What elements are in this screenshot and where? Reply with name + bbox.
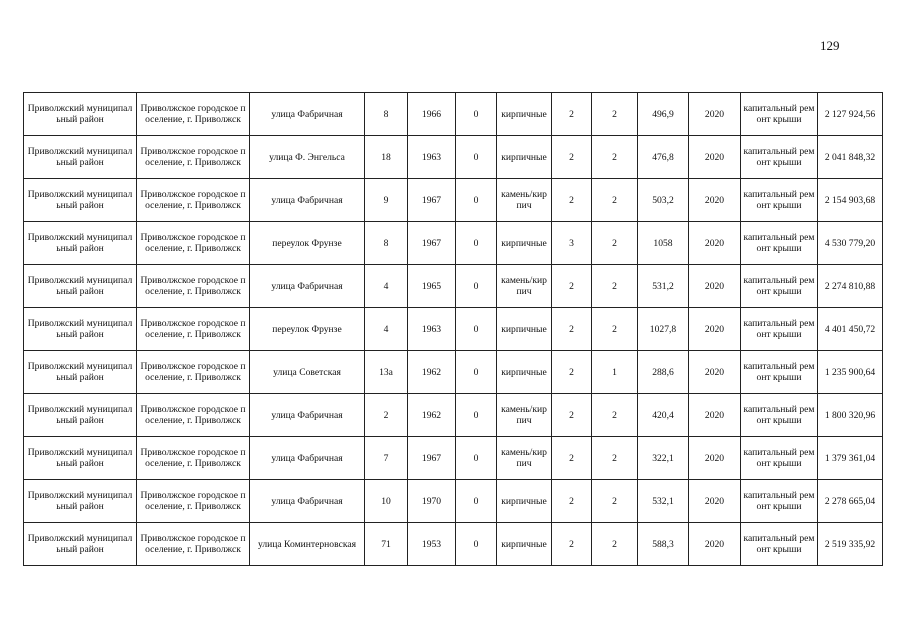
cell-wall-material: кирпичные [497, 136, 552, 179]
cell-plan-year: 2020 [689, 93, 741, 136]
cell-year: 1966 [408, 93, 456, 136]
cell-cost: 2 274 810,88 [818, 265, 883, 308]
cell-area: 588,3 [638, 523, 689, 566]
cell-house: 4 [365, 308, 408, 351]
cell-plan-year: 2020 [689, 351, 741, 394]
cell-column-7: 0 [456, 136, 497, 179]
cell-district: Приволжский муниципальный район [24, 179, 137, 222]
cell-entrances: 2 [592, 222, 638, 265]
cell-year: 1967 [408, 222, 456, 265]
cell-cost: 1 800 320,96 [818, 394, 883, 437]
cell-column-7: 0 [456, 179, 497, 222]
cell-district: Приволжский муниципальный район [24, 265, 137, 308]
cell-area: 531,2 [638, 265, 689, 308]
cell-district: Приволжский муниципальный район [24, 480, 137, 523]
cell-cost: 2 278 665,04 [818, 480, 883, 523]
cell-wall-material: камень/кирпич [497, 179, 552, 222]
cell-street: улица Фабричная [250, 265, 365, 308]
table-row [24, 179, 883, 222]
cell-house: 18 [365, 136, 408, 179]
cell-entrances: 2 [592, 394, 638, 437]
cell-cost: 4 401 450,72 [818, 308, 883, 351]
cell-settlement: Приволжское городское поселение, г. Приволжск [137, 222, 250, 265]
table-row [24, 480, 883, 523]
cell-house: 8 [365, 93, 408, 136]
cell-year: 1967 [408, 179, 456, 222]
cell-settlement: Приволжское городское поселение, г. Приволжск [137, 437, 250, 480]
cell-wall-material: кирпичные [497, 308, 552, 351]
cell-cost: 2 127 924,56 [818, 93, 883, 136]
cell-area: 532,1 [638, 480, 689, 523]
page-number: 129 [820, 38, 840, 53]
cell-area: 503,2 [638, 179, 689, 222]
cell-plan-year: 2020 [689, 136, 741, 179]
cell-wall-material: камень/кирпич [497, 437, 552, 480]
cell-street: улица Фабричная [250, 437, 365, 480]
cell-year: 1965 [408, 265, 456, 308]
table-row [24, 136, 883, 179]
cell-plan-year: 2020 [689, 265, 741, 308]
cell-settlement: Приволжское городское поселение, г. Приволжск [137, 308, 250, 351]
cell-settlement: Приволжское городское поселение, г. Приволжск [137, 351, 250, 394]
cell-district: Приволжский муниципальный район [24, 351, 137, 394]
cell-settlement: Приволжское городское поселение, г. Приволжск [137, 394, 250, 437]
cell-area: 322,1 [638, 437, 689, 480]
table-row [24, 394, 883, 437]
cell-floors: 2 [552, 523, 592, 566]
cell-area: 1058 [638, 222, 689, 265]
cell-floors: 2 [552, 480, 592, 523]
cell-work-type: капитальный ремонт крыши [741, 437, 818, 480]
cell-street: улица Фабричная [250, 480, 365, 523]
cell-floors: 2 [552, 136, 592, 179]
cell-cost: 2 041 848,32 [818, 136, 883, 179]
cell-column-7: 0 [456, 351, 497, 394]
cell-settlement: Приволжское городское поселение, г. Приволжск [137, 523, 250, 566]
cell-column-7: 0 [456, 93, 497, 136]
cell-work-type: капитальный ремонт крыши [741, 523, 818, 566]
cell-column-7: 0 [456, 265, 497, 308]
cell-year: 1953 [408, 523, 456, 566]
cell-entrances: 2 [592, 265, 638, 308]
cell-floors: 2 [552, 265, 592, 308]
cell-plan-year: 2020 [689, 179, 741, 222]
cell-house: 9 [365, 179, 408, 222]
cell-district: Приволжский муниципальный район [24, 308, 137, 351]
cell-house: 4 [365, 265, 408, 308]
cell-entrances: 2 [592, 179, 638, 222]
cell-settlement: Приволжское городское поселение, г. Приволжск [137, 136, 250, 179]
cell-entrances: 2 [592, 523, 638, 566]
cell-street: улица Фабричная [250, 394, 365, 437]
cell-entrances: 2 [592, 308, 638, 351]
cell-cost: 4 530 779,20 [818, 222, 883, 265]
cell-work-type: капитальный ремонт крыши [741, 265, 818, 308]
cell-year: 1963 [408, 308, 456, 351]
cell-year: 1962 [408, 394, 456, 437]
cell-settlement: Приволжское городское поселение, г. Приволжск [137, 265, 250, 308]
table-row [24, 265, 883, 308]
cell-district: Приволжский муниципальный район [24, 437, 137, 480]
table-row [24, 523, 883, 566]
cell-settlement: Приволжское городское поселение, г. Приволжск [137, 179, 250, 222]
cell-area: 476,8 [638, 136, 689, 179]
cell-house: 8 [365, 222, 408, 265]
table-body [24, 93, 883, 566]
cell-street: переулок Фрунзе [250, 308, 365, 351]
cell-year: 1962 [408, 351, 456, 394]
cell-work-type: капитальный ремонт крыши [741, 351, 818, 394]
cell-district: Приволжский муниципальный район [24, 222, 137, 265]
cell-plan-year: 2020 [689, 437, 741, 480]
cell-house: 2 [365, 394, 408, 437]
cell-column-7: 0 [456, 523, 497, 566]
cell-floors: 2 [552, 93, 592, 136]
cell-work-type: капитальный ремонт крыши [741, 222, 818, 265]
table-row [24, 222, 883, 265]
cell-wall-material: камень/кирпич [497, 265, 552, 308]
cell-column-7: 0 [456, 394, 497, 437]
cell-entrances: 2 [592, 480, 638, 523]
cell-plan-year: 2020 [689, 480, 741, 523]
cell-work-type: капитальный ремонт крыши [741, 179, 818, 222]
cell-work-type: капитальный ремонт крыши [741, 93, 818, 136]
cell-entrances: 2 [592, 437, 638, 480]
cell-floors: 2 [552, 394, 592, 437]
cell-entrances: 1 [592, 351, 638, 394]
cell-cost: 1 235 900,64 [818, 351, 883, 394]
cell-work-type: капитальный ремонт крыши [741, 394, 818, 437]
cell-column-7: 0 [456, 480, 497, 523]
cell-wall-material: кирпичные [497, 480, 552, 523]
cell-street: улица Советская [250, 351, 365, 394]
cell-plan-year: 2020 [689, 222, 741, 265]
cell-year: 1963 [408, 136, 456, 179]
cell-year: 1970 [408, 480, 456, 523]
cell-district: Приволжский муниципальный район [24, 93, 137, 136]
cell-street: переулок Фрунзе [250, 222, 365, 265]
cell-cost: 2 154 903,68 [818, 179, 883, 222]
cell-floors: 2 [552, 179, 592, 222]
cell-wall-material: кирпичные [497, 93, 552, 136]
cell-floors: 2 [552, 308, 592, 351]
cell-street: улица Ф. Энгельса [250, 136, 365, 179]
cell-plan-year: 2020 [689, 394, 741, 437]
cell-cost: 1 379 361,04 [818, 437, 883, 480]
cell-district: Приволжский муниципальный район [24, 394, 137, 437]
cell-cost: 2 519 335,92 [818, 523, 883, 566]
housing-register-table [23, 92, 883, 566]
cell-district: Приволжский муниципальный район [24, 136, 137, 179]
cell-house: 7 [365, 437, 408, 480]
cell-floors: 3 [552, 222, 592, 265]
table-row [24, 351, 883, 394]
table-row [24, 93, 883, 136]
cell-settlement: Приволжское городское поселение, г. Приволжск [137, 93, 250, 136]
cell-wall-material: кирпичные [497, 523, 552, 566]
table-row [24, 437, 883, 480]
cell-floors: 2 [552, 437, 592, 480]
cell-house: 10 [365, 480, 408, 523]
cell-plan-year: 2020 [689, 308, 741, 351]
cell-wall-material: кирпичные [497, 222, 552, 265]
cell-floors: 2 [552, 351, 592, 394]
cell-area: 420,4 [638, 394, 689, 437]
cell-plan-year: 2020 [689, 523, 741, 566]
cell-settlement: Приволжское городское поселение, г. Приволжск [137, 480, 250, 523]
cell-wall-material: кирпичные [497, 351, 552, 394]
cell-street: улица Коминтерновская [250, 523, 365, 566]
cell-area: 1027,8 [638, 308, 689, 351]
cell-street: улица Фабричная [250, 179, 365, 222]
cell-column-7: 0 [456, 222, 497, 265]
cell-entrances: 2 [592, 93, 638, 136]
cell-column-7: 0 [456, 308, 497, 351]
cell-house: 71 [365, 523, 408, 566]
cell-house: 13а [365, 351, 408, 394]
cell-year: 1967 [408, 437, 456, 480]
cell-work-type: капитальный ремонт крыши [741, 308, 818, 351]
cell-district: Приволжский муниципальный район [24, 523, 137, 566]
cell-work-type: капитальный ремонт крыши [741, 136, 818, 179]
cell-area: 496,9 [638, 93, 689, 136]
cell-column-7: 0 [456, 437, 497, 480]
cell-entrances: 2 [592, 136, 638, 179]
cell-street: улица Фабричная [250, 93, 365, 136]
cell-wall-material: камень/кирпич [497, 394, 552, 437]
cell-work-type: капитальный ремонт крыши [741, 480, 818, 523]
cell-area: 288,6 [638, 351, 689, 394]
table-row [24, 308, 883, 351]
